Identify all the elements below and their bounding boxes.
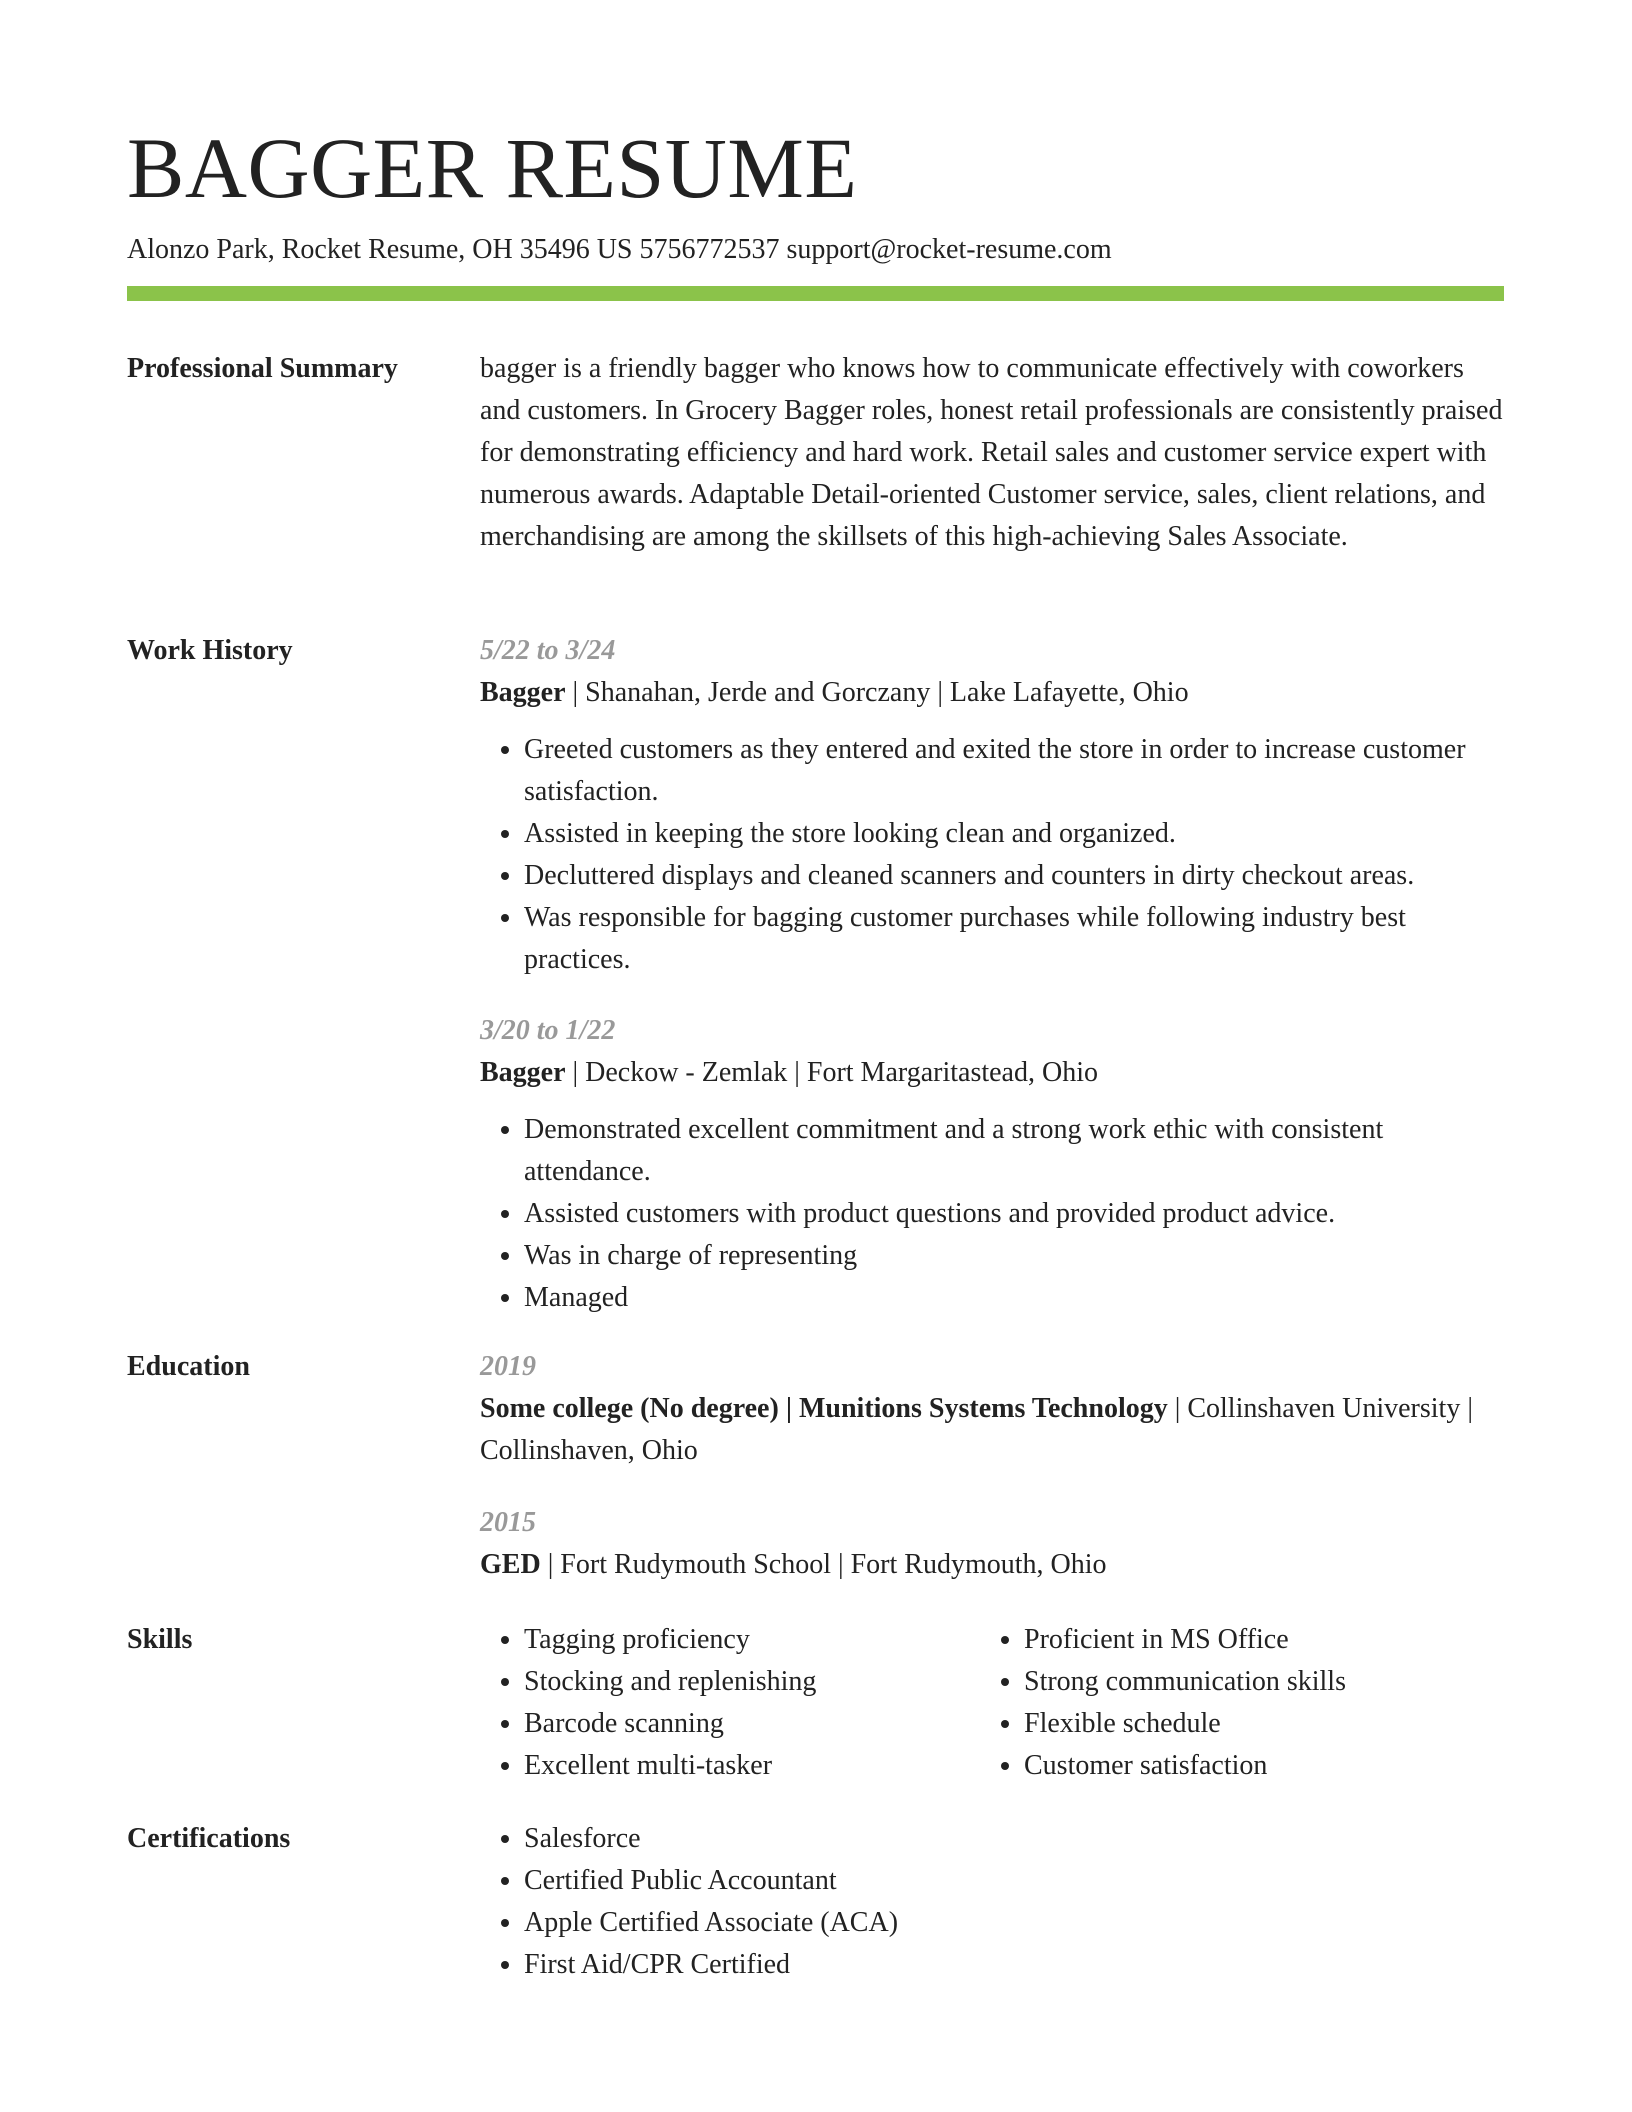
job-dates: 5/22 to 3/24 xyxy=(480,635,616,666)
job-details: | Shanahan, Jerde and Gorczany | Lake Lafayette, Ohio xyxy=(565,677,1189,708)
summary-text-block xyxy=(480,348,1504,558)
job-entry xyxy=(480,630,1504,981)
skill-item: • Stocking and replenishing xyxy=(524,1661,994,1703)
skill-item: • Excellent multi-tasker xyxy=(524,1745,994,1787)
certifications-block xyxy=(480,1818,1504,1986)
skill-item: • Customer satisfaction xyxy=(1024,1745,1494,1787)
job-duty: • Decluttered displays and cleaned scanners and counters in dirty checkout areas. xyxy=(524,855,1504,897)
job-duty: • Assisted customers with product questions and provided product advice. xyxy=(524,1193,1504,1235)
job-duty: • Greeted customers as they entered and exited the store in order to increase customer satisfaction. xyxy=(524,729,1504,813)
certification-item: • Salesforce xyxy=(524,1818,1504,1860)
education-year: 2019 xyxy=(480,1351,536,1382)
skills-list-right xyxy=(980,1619,1494,1787)
certifications-list xyxy=(480,1818,1504,1986)
job-duties-list xyxy=(480,729,1504,981)
skill-item: • Tagging proficiency xyxy=(524,1619,994,1661)
job-title: Bagger xyxy=(480,677,566,708)
section-label-skills: Skills xyxy=(127,1624,193,1655)
section-label-certifications: Certifications xyxy=(127,1823,291,1854)
skill-item: • Barcode scanning xyxy=(524,1703,994,1745)
skill-item: • Proficient in MS Office xyxy=(1024,1619,1494,1661)
job-title-line xyxy=(480,1052,1504,1094)
skill-item: • Strong communication skills xyxy=(1024,1661,1494,1703)
section-label-summary: Professional Summary xyxy=(127,353,398,384)
section-label-education: Education xyxy=(127,1351,250,1382)
contact-info: Alonzo Park, Rocket Resume, OH 35496 US 5756772537 support@rocket-resume.com xyxy=(127,234,1112,265)
skills-block xyxy=(480,1619,1504,1787)
education-degree: Some college (No degree) | Munitions Systems Technology xyxy=(480,1393,1168,1424)
job-duty: • Demonstrated excellent commitment and a strong work ethic with consistent attendance. xyxy=(524,1109,1504,1193)
job-duty: • Assisted in keeping the store looking clean and organized. xyxy=(524,813,1504,855)
certification-item: • Apple Certified Associate (ACA) xyxy=(524,1902,1504,1944)
education-entry xyxy=(480,1502,1504,1586)
job-dates: 3/20 to 1/22 xyxy=(480,1015,616,1046)
summary-text: bagger is a friendly bagger who knows how to communicate effectively with coworkers and customers. In Grocery Bagger roles, honest retail professionals are consistently praised for demonstrating efficiency and hard work. Retail sales and customer service expert with numerous awards. Adaptable Detail-oriented Customer service, sales, client relations, and merchandising are among the skillsets of this high-achieving Sales Associate. xyxy=(480,353,1503,552)
education-line xyxy=(480,1544,1504,1586)
job-duty: • Managed xyxy=(524,1277,1504,1319)
education-entry xyxy=(480,1346,1504,1472)
job-title-line xyxy=(480,672,1504,714)
job-entry xyxy=(480,1010,1504,1319)
education-line xyxy=(480,1388,1504,1472)
certification-item: • First Aid/CPR Certified xyxy=(524,1944,1504,1986)
certification-item: • Certified Public Accountant xyxy=(524,1860,1504,1902)
job-details: | Deckow - Zemlak | Fort Margaritastead, Ohio xyxy=(565,1057,1098,1088)
education-details: | Fort Rudymouth School | Fort Rudymouth, Ohio xyxy=(540,1549,1107,1580)
education-degree: GED xyxy=(480,1549,541,1580)
education-year: 2015 xyxy=(480,1507,536,1538)
skills-list-left xyxy=(480,1619,994,1787)
section-label-work-history: Work History xyxy=(127,635,293,666)
resume-title: BAGGER RESUME xyxy=(127,120,858,216)
job-title: Bagger xyxy=(480,1057,566,1088)
job-duties-list xyxy=(480,1109,1504,1319)
education-details: | Collinshaven University | Collinshaven, Ohio xyxy=(480,1393,1473,1466)
skill-item: • Flexible schedule xyxy=(1024,1703,1494,1745)
job-duty: • Was in charge of representing xyxy=(524,1235,1504,1277)
job-duty: • Was responsible for bagging customer purchases while following industry best practices. xyxy=(524,897,1504,981)
accent-divider xyxy=(127,286,1504,301)
